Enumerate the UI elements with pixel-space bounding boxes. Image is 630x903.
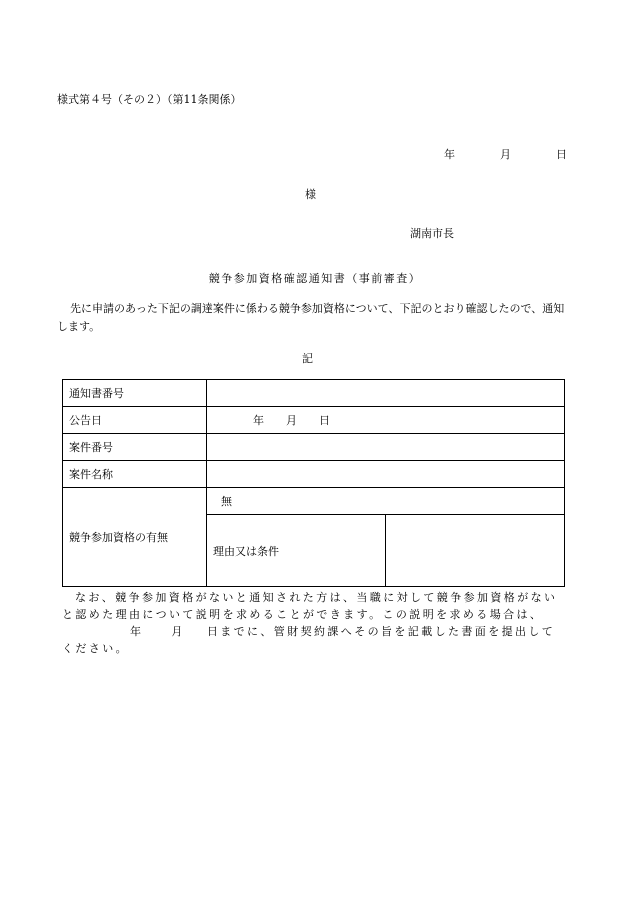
eligibility-value: 無 bbox=[207, 488, 565, 515]
note-year-label: 年 bbox=[130, 625, 144, 638]
notice-table bbox=[62, 379, 565, 587]
form-number: 様式第４号（その２）（第11条関係） bbox=[57, 93, 242, 106]
notice-number-value bbox=[207, 380, 565, 407]
table-row bbox=[63, 434, 565, 461]
table-row bbox=[63, 488, 565, 515]
note-text-part1: なお、競争参加資格がないと通知された方は、当職に対して競争参加資格がないと認めた理由について説明を求めることができます。この説明を求める場合は、 bbox=[62, 591, 558, 621]
announcement-month-label: 月 bbox=[286, 414, 297, 427]
announcement-date-value bbox=[207, 407, 565, 434]
date-month-label: 月 bbox=[500, 148, 511, 161]
notice-number-label: 通知書番号 bbox=[63, 380, 207, 407]
issuer-name: 湖南市長 bbox=[410, 227, 454, 240]
addressee-suffix: 様 bbox=[305, 188, 316, 201]
case-name-label: 案件名称 bbox=[63, 461, 207, 488]
announcement-date-label: 公告日 bbox=[63, 407, 207, 434]
note-paragraph bbox=[62, 589, 565, 657]
reason-label: 理由又は条件 bbox=[207, 515, 386, 587]
table-row bbox=[63, 380, 565, 407]
announcement-day-label: 日 bbox=[319, 414, 330, 427]
case-number-label: 案件番号 bbox=[63, 434, 207, 461]
date-year-label: 年 bbox=[444, 148, 455, 161]
ki-heading: 記 bbox=[302, 352, 313, 365]
case-number-value bbox=[207, 434, 565, 461]
table-row bbox=[63, 407, 565, 434]
note-text-part2: 日までに、管財契約課へその旨を記載した書面を提出してください。 bbox=[62, 625, 556, 655]
note-month-label: 月 bbox=[171, 625, 185, 638]
reason-value bbox=[386, 515, 565, 587]
date-day-label: 日 bbox=[556, 148, 567, 161]
eligibility-label: 競争参加資格の有無 bbox=[63, 488, 207, 587]
intro-paragraph: 先に申請のあった下記の調達案件に係わる競争参加資格について、下記のとおり確認したので、通知します。 bbox=[57, 302, 565, 333]
announcement-year-label: 年 bbox=[253, 414, 264, 427]
case-name-value bbox=[207, 461, 565, 488]
date-line bbox=[444, 146, 567, 162]
document-title: 競争参加資格確認通知書（事前審査） bbox=[208, 272, 422, 285]
table-row bbox=[63, 461, 565, 488]
